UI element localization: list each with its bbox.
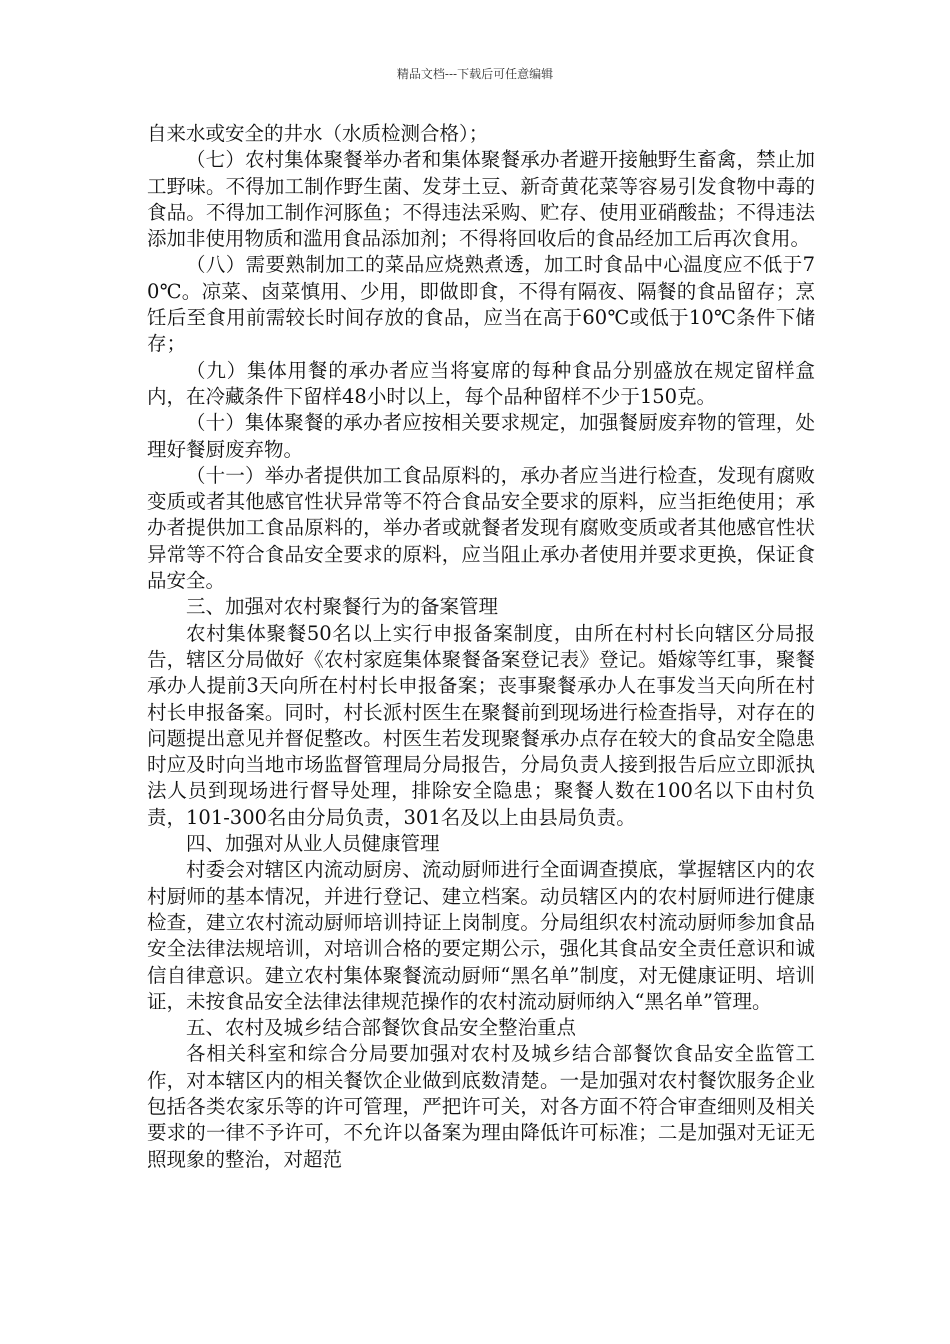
- paragraph-health-management: 村委会对辖区内流动厨房、流动厨师进行全面调查摸底，掌握辖区内的农村厨师的基本情况，并进行登记、建立档案。动员辖区内的农村厨师进行健康检查，建立农村流动厨师培训持证上岗制度。分局组织农村流动厨师参加食品安全法律法规培训，对培训合格的要定期公示，强化其食品安全责任意识和诚信自律意识。建立农村集体聚餐流动厨师“黑名单”制度，对无健康证明、培训证，未按食品安全法律法律规范操作的农村流动厨师纳入“黑名单”管理。: [147, 858, 815, 1013]
- paragraph-filing-management: 农村集体聚餐50名以上实行申报备案制度，由所在村村长向辖区分局报告，辖区分局做好《农村家庭集体聚餐备案登记表》登记。婚嫁等红事，聚餐承办人提前3天向所在村村长申报备案；丧事聚餐承办人在事发当天向所在村村长申报备案。同时，村长派村医生在聚餐前到现场进行检查指导，对存在的问题提出意见并督促整改。村医生若发现聚餐承办点存在较大的食品安全隐患时应及时向当地市场监督管理局分局报告，分局负责人接到报告后应立即派执法人员到现场进行督导处理，排除安全隐患；聚餐人数在100名以下由村负责，101-300名由分局负责，301名及以上由县局负责。: [147, 621, 815, 829]
- page-header: 精品文档---下载后可任意编辑: [396, 67, 554, 81]
- section-heading-4: 四、加强对从业人员健康管理: [186, 832, 440, 856]
- paragraph-rectification: 各相关科室和综合分局要加强对农村及城乡结合部餐饮食品安全监管工作，对本辖区内的相关餐饮企业做到底数清楚。一是加强对农村餐饮服务企业包括各类农家乐等的许可管理，严把许可关，对各方面不符合审查细则及相关要求的一律不予许可，不允许以备案为理由降低许可标准；二是加强对无证无照现象的整治，对超范: [147, 1042, 815, 1171]
- paragraph-water-source: 自来水或安全的井水（水质检测合格）；: [147, 122, 489, 145]
- paragraph-item-10: （十）集体聚餐的承办者应按相关要求规定，加强餐厨废弃物的管理，处理好餐厨废弃物。: [147, 411, 815, 461]
- paragraph-item-9: （九）集体用餐的承办者应当将宴席的每种食品分别盛放在规定留样盒内，在冷藏条件下留样48小时以上，每个品种留样不少于150克。: [147, 358, 815, 408]
- section-heading-3: 三、加强对农村聚餐行为的备案管理: [186, 595, 499, 619]
- paragraph-item-11: （十一）举办者提供加工食品原料的，承办者应当进行检查，发现有腐败变质或者其他感官性状异常等不符合食品安全要求的原料，应当拒绝使用；承办者提供加工食品原料的，举办者或就餐者发现有腐败变质或者其他感官性状异常等不符合食品安全要求的原料，应当阻止承办者使用并要求更换，保证食品安全。: [147, 463, 815, 593]
- paragraph-item-8: （八）需要熟制加工的菜品应烧熟煮透，加工时食品中心温度应不低于70℃。凉菜、卤菜慎用、少用，即做即食，不得有隔夜、隔餐的食品留存；烹饪后至食用前需较长时间存放的食品，应当在高于60℃或低于10℃条件下储存；: [147, 253, 815, 356]
- section-heading-5: 五、农村及城乡结合部餐饮食品安全整治重点: [186, 1016, 577, 1040]
- document-body: [147, 121, 815, 1173]
- paragraph-item-7: （七）农村集体聚餐举办者和集体聚餐承办者避开接触野生畜禽，禁止加工野味。不得加工制作野生菌、发芽土豆、新奇黄花菜等容易引发食物中毒的食品。不得加工制作河豚鱼；不得违法采购、贮存、使用亚硝酸盐；不得违法添加非使用物质和滥用食品添加剂；不得将回收后的食品经加工后再次食用。: [147, 148, 815, 251]
